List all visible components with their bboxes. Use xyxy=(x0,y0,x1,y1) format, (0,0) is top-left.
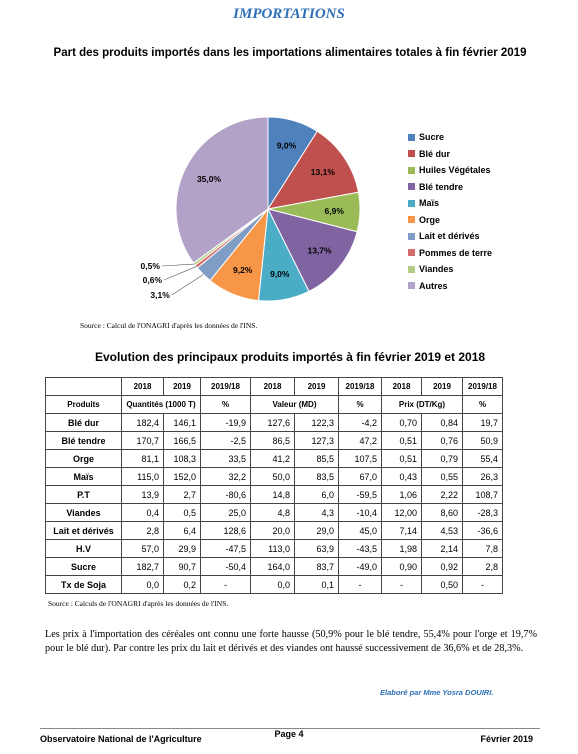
table-year-row xyxy=(46,378,503,396)
table-cell: 6,4 xyxy=(164,522,201,540)
table-cell: 25,0 xyxy=(201,504,251,522)
value-header: Valeur (MD) xyxy=(251,396,339,414)
table-cell: 90,7 xyxy=(164,558,201,576)
analysis-paragraph: Les prix à l'importation des céréales ont connu une forte hausse (50,9% pour le blé tendre, 55,4% pour l'orge et 19,7% pour le blé dur). Par contre les prix du lait et dérivés et des viandes ont haussé successivement de 36,6% et de 28,3%. xyxy=(45,629,537,654)
year-header: 2019/18 xyxy=(463,378,503,396)
legend-label: Sucre xyxy=(419,132,445,142)
table-cell: -19,9 xyxy=(201,414,251,432)
slice-label: 0,5% xyxy=(140,261,160,271)
table-source: Source : Calculs de l'ONAGRI d'après les données de l'INS. xyxy=(48,599,229,608)
table-cell: 108,3 xyxy=(164,450,201,468)
table-cell: 0,0 xyxy=(122,576,164,594)
legend-swatch xyxy=(408,282,415,289)
imports-table xyxy=(45,377,503,594)
table-cell: 152,0 xyxy=(164,468,201,486)
legend-item xyxy=(408,213,440,227)
table-cell: 2,8 xyxy=(122,522,164,540)
table-cell: 7,14 xyxy=(382,522,422,540)
legend-item xyxy=(408,246,492,260)
table-cell: 146,1 xyxy=(164,414,201,432)
year-header: 2019/18 xyxy=(201,378,251,396)
table-cell: 67,0 xyxy=(339,468,382,486)
legend-item xyxy=(408,196,439,210)
table-cell: 81,1 xyxy=(122,450,164,468)
table-cell: 26,3 xyxy=(463,468,503,486)
table-cell: 127,6 xyxy=(251,414,295,432)
table-cell: - xyxy=(463,576,503,594)
legend-swatch xyxy=(408,233,415,240)
table-cell: -50,4 xyxy=(201,558,251,576)
slice-label: 9,0% xyxy=(276,140,297,151)
table-cell: 47,2 xyxy=(339,432,382,450)
table-cell: -36,6 xyxy=(463,522,503,540)
legend-item xyxy=(408,279,448,293)
legend-item xyxy=(408,147,450,161)
chart-title: Part des produits importés dans les importations alimentaires totales à fin février 2019 xyxy=(53,47,527,59)
legend-label: Pommes de terre xyxy=(419,247,493,258)
slice-label: 6,9% xyxy=(324,206,344,217)
table-cell: 4,8 xyxy=(251,504,295,522)
product-name-cell: Sucre xyxy=(46,558,122,576)
table-cell: 41,2 xyxy=(251,450,295,468)
table-cell: 0,92 xyxy=(422,558,463,576)
table-cell: 166,5 xyxy=(164,432,201,450)
table-cell: 170,7 xyxy=(122,432,164,450)
year-header: 2019 xyxy=(422,378,463,396)
year-header: 2018 xyxy=(251,378,295,396)
table-row xyxy=(46,432,503,450)
year-header: 2019 xyxy=(164,378,201,396)
table-cell: 4,3 xyxy=(295,504,339,522)
table-cell: - xyxy=(339,576,382,594)
page-heading: IMPORTATIONS xyxy=(233,6,345,22)
table-cell: -2,5 xyxy=(201,432,251,450)
slice-label: 0,6% xyxy=(142,275,163,285)
price-header: Prix (DT/Kg) xyxy=(382,396,463,414)
table-cell: 182,7 xyxy=(122,558,164,576)
table-row xyxy=(46,576,503,594)
legend-label: Autres xyxy=(419,280,448,291)
table-cell: 0,4 xyxy=(122,504,164,522)
year-header: 2018 xyxy=(122,378,164,396)
table-cell: 2,8 xyxy=(463,558,503,576)
table-row xyxy=(46,414,503,432)
table-cell: 128,6 xyxy=(201,522,251,540)
table-cell: 0,2 xyxy=(164,576,201,594)
slice-label: 13,1% xyxy=(310,166,335,177)
table-cell: 107,5 xyxy=(339,450,382,468)
product-name-cell: Blé dur xyxy=(46,414,122,432)
table-cell: 0,51 xyxy=(382,450,422,468)
table-cell: 0,50 xyxy=(422,576,463,594)
product-name-cell: H.V xyxy=(46,540,122,558)
table-cell: 55,4 xyxy=(463,450,503,468)
legend-label: Huiles Végétales xyxy=(419,165,491,175)
table-cell: -28,3 xyxy=(463,504,503,522)
table-cell: 0,90 xyxy=(382,558,422,576)
table-cell: 0,0 xyxy=(251,576,295,594)
leader-line xyxy=(172,275,204,295)
legend-item xyxy=(408,180,463,194)
leader-line xyxy=(162,264,194,266)
table-cell: -4,2 xyxy=(339,414,382,432)
pct-header: % xyxy=(463,396,503,414)
table-row xyxy=(46,468,503,486)
author-credit: Elaboré par Mme Yosra DOUIRI. xyxy=(380,688,494,697)
table-cell: 86,5 xyxy=(251,432,295,450)
year-header: 2019 xyxy=(295,378,339,396)
product-name-cell: Tx de Soja xyxy=(46,576,122,594)
table-cell: 83,5 xyxy=(295,468,339,486)
slice-label: 13,7% xyxy=(307,245,332,256)
slice-label: 9,0% xyxy=(270,269,290,280)
table-cell: 0,43 xyxy=(382,468,422,486)
empty-cell xyxy=(46,378,122,396)
legend-swatch xyxy=(408,150,415,157)
pct-header: % xyxy=(339,396,382,414)
legend-item xyxy=(408,163,491,177)
product-name-cell: Orge xyxy=(46,450,122,468)
table-cell: 57,0 xyxy=(122,540,164,558)
table-cell: 2,22 xyxy=(422,486,463,504)
table-cell: 0,84 xyxy=(422,414,463,432)
table-cell: 85,5 xyxy=(295,450,339,468)
legend-label: Blé dur xyxy=(419,148,451,159)
table-cell: 0,76 xyxy=(422,432,463,450)
table-cell: 19,7 xyxy=(463,414,503,432)
table-cell: -59,5 xyxy=(339,486,382,504)
table-cell: -80,6 xyxy=(201,486,251,504)
table-cell: 0,79 xyxy=(422,450,463,468)
legend-swatch xyxy=(408,216,415,223)
products-header: Produits xyxy=(46,396,122,414)
product-name-cell: P.T xyxy=(46,486,122,504)
year-header: 2019/18 xyxy=(339,378,382,396)
slice-label: 9,2% xyxy=(232,265,253,276)
table-cell: 50,0 xyxy=(251,468,295,486)
table-cell: 63,9 xyxy=(295,540,339,558)
legend-swatch xyxy=(408,200,415,207)
table-cell: 0,51 xyxy=(382,432,422,450)
product-name-cell: Viandes xyxy=(46,504,122,522)
table-cell: 20,0 xyxy=(251,522,295,540)
legend-swatch xyxy=(408,266,415,273)
legend-label: Maïs xyxy=(419,198,440,208)
legend-label: Blé tendre xyxy=(419,181,464,192)
table-cell: 2,7 xyxy=(164,486,201,504)
legend-swatch xyxy=(408,134,415,141)
slice-label: 35,0% xyxy=(196,173,222,184)
table-cell: 4,53 xyxy=(422,522,463,540)
table-cell: 83,7 xyxy=(295,558,339,576)
table-cell: -10,4 xyxy=(339,504,382,522)
legend-label: Viandes xyxy=(419,264,454,274)
table-cell: 108,7 xyxy=(463,486,503,504)
table-cell: 2,14 xyxy=(422,540,463,558)
table-cell: 115,0 xyxy=(122,468,164,486)
table-cell: 32,2 xyxy=(201,468,251,486)
slice-label: 3,1% xyxy=(150,290,170,300)
table-cell: 50,9 xyxy=(463,432,503,450)
table-row xyxy=(46,522,503,540)
table-row xyxy=(46,450,503,468)
table-cell: 1,06 xyxy=(382,486,422,504)
table-cell: 0,5 xyxy=(164,504,201,522)
legend-swatch xyxy=(408,249,415,256)
table-cell: 45,0 xyxy=(339,522,382,540)
footer-organization: Observatoire National de l'Agriculture xyxy=(40,734,202,744)
table-cell: 0,55 xyxy=(422,468,463,486)
product-name-cell: Blé tendre xyxy=(46,432,122,450)
table-cell: 122,3 xyxy=(295,414,339,432)
footer-page-number: Page 4 xyxy=(274,729,304,739)
table-cell: 12,00 xyxy=(382,504,422,522)
table-cell: -43,5 xyxy=(339,540,382,558)
table-row xyxy=(46,558,503,576)
leader-line xyxy=(164,267,196,280)
table-row xyxy=(46,540,503,558)
table-row xyxy=(46,486,503,504)
table-title: Evolution des principaux produits importés à fin février 2019 et 2018 xyxy=(94,350,486,364)
table-cell: 13,9 xyxy=(122,486,164,504)
year-header: 2018 xyxy=(382,378,422,396)
legend-item xyxy=(408,229,480,243)
legend-swatch xyxy=(408,183,415,190)
table-cell: 1,98 xyxy=(382,540,422,558)
table-cell: 0,70 xyxy=(382,414,422,432)
table-cell: 33,5 xyxy=(201,450,251,468)
pie-chart xyxy=(140,112,400,312)
table-cell: 8,60 xyxy=(422,504,463,522)
table-cell: 29,9 xyxy=(164,540,201,558)
pct-header: % xyxy=(201,396,251,414)
table-cell: - xyxy=(382,576,422,594)
legend-item xyxy=(408,130,444,144)
table-column-row xyxy=(46,396,503,414)
table-cell: 127,3 xyxy=(295,432,339,450)
table-cell: 7,8 xyxy=(463,540,503,558)
table-cell: 6,0 xyxy=(295,486,339,504)
table-cell: -47,5 xyxy=(201,540,251,558)
table-body xyxy=(46,414,503,594)
table-cell: -49,0 xyxy=(339,558,382,576)
table-cell: 29,0 xyxy=(295,522,339,540)
chart-source: Source : Calcul de l'ONAGRI d'après les données de l'INS. xyxy=(80,321,258,330)
table-cell: 113,0 xyxy=(251,540,295,558)
table-row xyxy=(46,504,503,522)
legend-label: Lait et dérivés xyxy=(419,231,480,241)
table-cell: 164,0 xyxy=(251,558,295,576)
table-cell: 14,8 xyxy=(251,486,295,504)
footer-date: Février 2019 xyxy=(480,734,533,744)
legend-label: Orge xyxy=(419,214,441,225)
legend-swatch xyxy=(408,167,415,174)
table-cell: 182,4 xyxy=(122,414,164,432)
table-cell: 0,1 xyxy=(295,576,339,594)
product-name-cell: Lait et dérivés xyxy=(46,522,122,540)
table-cell: - xyxy=(201,576,251,594)
product-name-cell: Maïs xyxy=(46,468,122,486)
legend-item xyxy=(408,262,453,276)
quantities-header: Quantités (1000 T) xyxy=(122,396,201,414)
